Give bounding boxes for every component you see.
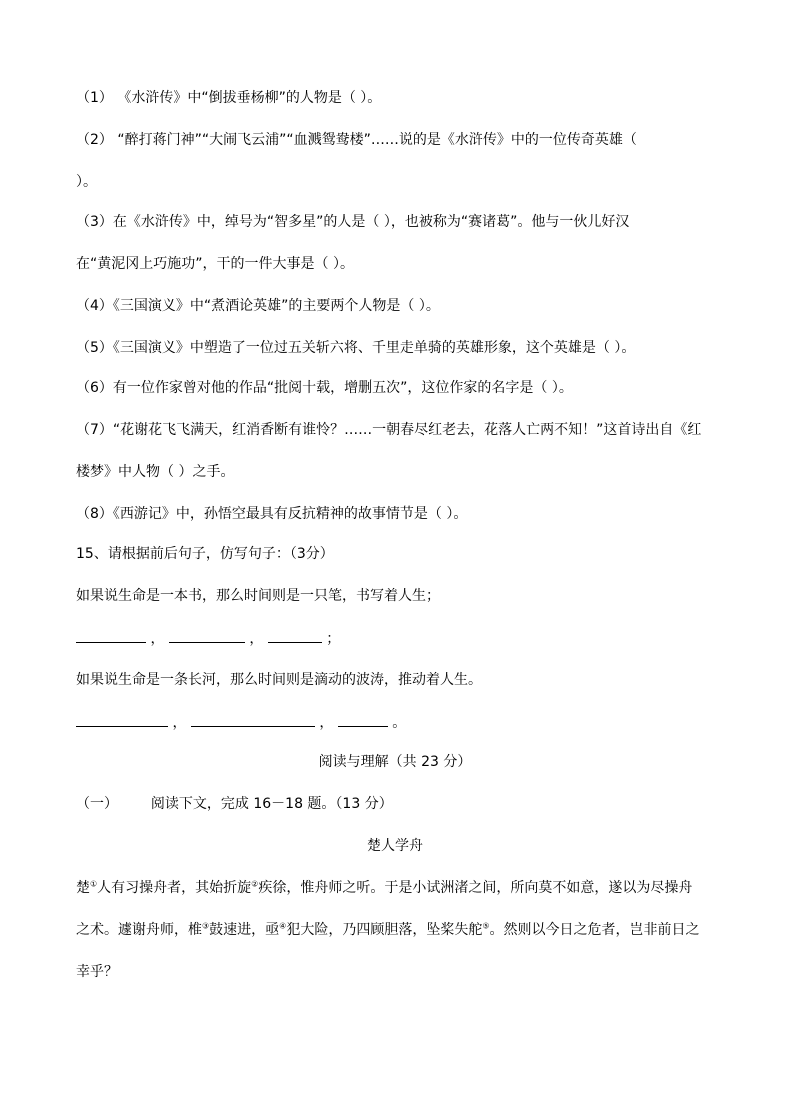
question-15-example-1: 如果说生命是一本书，那么时间则是一只笔，书写着人生； bbox=[76, 588, 440, 604]
separator: ， bbox=[249, 631, 264, 647]
question-6: （6）有一位作家曾对他的作品“批阅十载，增删五次”，这位作家的名字是（ ）。 bbox=[76, 380, 573, 396]
question-3-line2: 在“黄泥冈上巧施功”，干的一件大事是（ ）。 bbox=[76, 256, 354, 272]
part-1-heading bbox=[76, 794, 393, 814]
passage-text: 犯大险，乃四顾胆落，坠桨失舵 bbox=[286, 922, 483, 938]
footnote-marker: ④ bbox=[279, 921, 287, 931]
passage-text: 疾徐，惟舟师之听。于是小试洲渚之间，所向莫不如意，遂以为尽操舟 bbox=[258, 880, 693, 896]
passage-title: 楚人学舟 bbox=[367, 838, 423, 854]
question-4: （4）《三国演义》中“煮酒论英雄”的主要两个人物是（ ）。 bbox=[76, 298, 440, 314]
passage-text: 鼓速进，亟 bbox=[209, 922, 280, 938]
part-1-instruction: 阅读下文，完成 16－18 题。（13 分） bbox=[150, 796, 393, 812]
question-15-example-2: 如果说生命是一条长河，那么时间则是滴动的波涛，推动着人生。 bbox=[76, 672, 482, 688]
question-15-answer-line-1 bbox=[76, 628, 340, 649]
separator: ， bbox=[150, 631, 165, 647]
question-2-line2: ）。 bbox=[76, 174, 97, 190]
passage-text: 楚 bbox=[76, 880, 90, 896]
footnote-marker: ③ bbox=[202, 921, 210, 931]
footnote-marker: ⑤ bbox=[482, 921, 490, 931]
section-title: 阅读与理解（共 23 分） bbox=[318, 754, 472, 770]
question-3-line1: （3）在《水浒传》中，绰号为“智多星”的人是（ ），也被称为“赛诸葛”。他与一伙儿好汉 bbox=[76, 214, 630, 230]
separator: ； bbox=[326, 631, 341, 647]
question-7-line2: 楼梦》中人物（ ）之手。 bbox=[76, 464, 235, 480]
passage-line-3: 幸乎？ bbox=[76, 964, 118, 980]
answer-blank[interactable] bbox=[76, 712, 168, 727]
answer-blank[interactable] bbox=[191, 712, 315, 727]
question-15-answer-line-2 bbox=[76, 712, 406, 733]
question-15-title: 15、请根据前后句子，仿写句子：（3分） bbox=[76, 546, 334, 562]
question-8: （8）《西游记》中，孙悟空最具有反抗精神的故事情节是（ ）。 bbox=[76, 506, 468, 522]
question-1: （1） 《水浒传》中“倒拔垂杨柳”的人物是（ ）。 bbox=[76, 90, 382, 106]
question-7-line1: （7）“花谢花飞飞满天，红消香断有谁怜？……一朝春尽红老去，花落人亡两不知！”这首诗出自《红 bbox=[76, 422, 702, 438]
question-2-line1: （2） “醉打蒋门神”“大闹飞云浦”“血溅鸳鸯楼”……说的是《水浒传》中的一位传奇英雄（ bbox=[76, 132, 637, 148]
answer-blank[interactable] bbox=[76, 628, 146, 643]
separator: ， bbox=[172, 715, 187, 731]
passage-text: 之术。遽谢舟师，椎 bbox=[76, 922, 202, 938]
footnote-marker: ② bbox=[251, 879, 259, 889]
passage-line-1 bbox=[76, 878, 692, 898]
passage-text: 。然则以今日之危者，岂非前日之 bbox=[489, 922, 700, 938]
passage-line-2 bbox=[76, 920, 700, 940]
separator: ， bbox=[319, 715, 334, 731]
part-1-label: （一） bbox=[76, 796, 118, 812]
answer-blank[interactable] bbox=[338, 712, 388, 727]
question-5: （5）《三国演义》中塑造了一位过五关斩六将、千里走单骑的英雄形象，这个英雄是（ ）。 bbox=[76, 340, 636, 356]
answer-blank[interactable] bbox=[169, 628, 245, 643]
footnote-marker: ① bbox=[90, 879, 98, 889]
separator: 。 bbox=[392, 715, 407, 731]
passage-text: 人有习操舟者，其始折旋 bbox=[97, 880, 252, 896]
answer-blank[interactable] bbox=[268, 628, 322, 643]
